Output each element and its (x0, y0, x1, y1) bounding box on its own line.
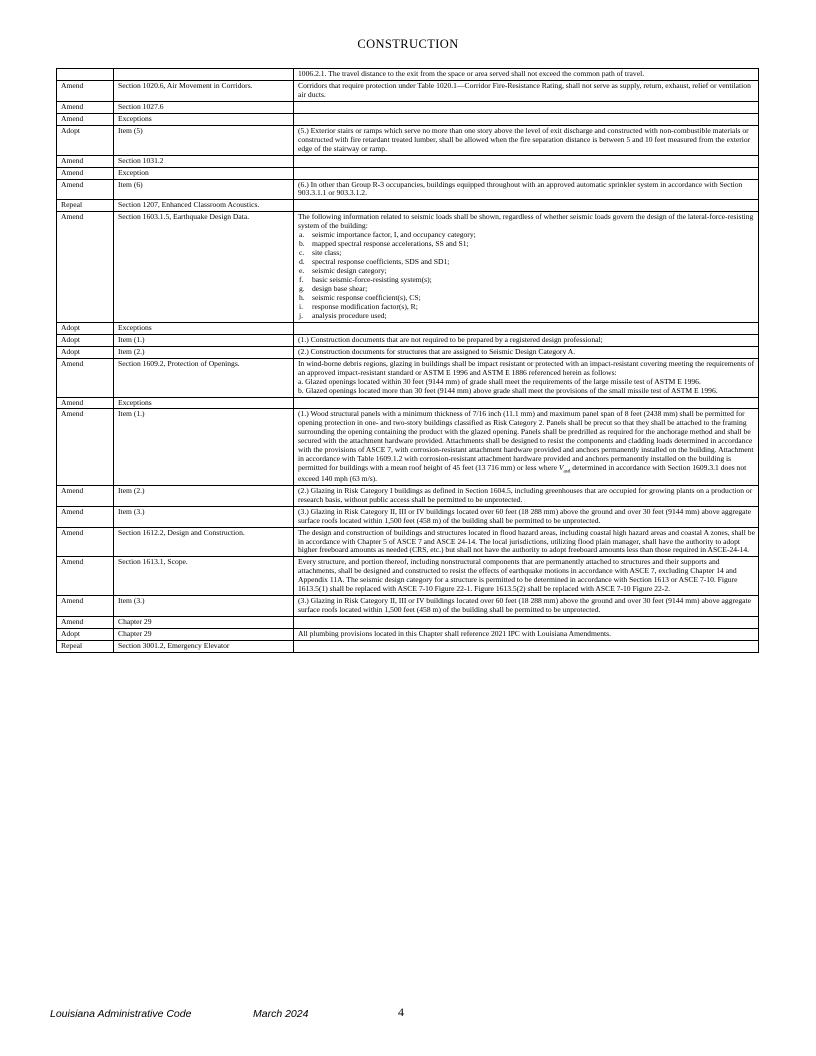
cell-action: Adopt (57, 125, 114, 155)
cell-paragraph: In wind-borne debris regions, glazing in buildings shall be impact resistant or protected with an impact-resistant covering meeting the requirements of an approved impact-resistant standard or ASTM E 1996 and ASTM E 1886 referenced herein as follows: (298, 358, 755, 377)
list-item-label: response modification factor(s), R; (312, 301, 418, 311)
table-row (57, 69, 759, 81)
cell-action: Adopt (57, 334, 114, 346)
cell-text (294, 212, 759, 322)
list-item-label: seismic response coefficient(s), CS; (312, 292, 421, 302)
cell-text (294, 641, 759, 653)
cell-section: Item (1.) (114, 409, 294, 485)
table-row (57, 617, 759, 629)
cell-section (114, 69, 294, 81)
cell-action: Repeal (57, 200, 114, 212)
cell-paragraph: (1.) Construction documents that are not required to be prepared by a registered design professional; (298, 334, 603, 344)
cell-text (294, 200, 759, 212)
amendments-table-body (57, 69, 759, 653)
cell-paragraph: (3.) Glazing in Risk Category II, III or IV buildings located over 60 feet (18 288 mm) above the ground and over 30 feet (9144 mm) above aggregate surface roofs located within 1,500 feet (458 m) of the building shall be permitted to be unprotected. (298, 506, 752, 525)
cell-paragraph: (2.) Construction documents for structures that are assigned to Seismic Design Category A. (298, 346, 576, 356)
cell-section: Section 1603.1.5, Earthquake Design Data. (114, 212, 294, 322)
wind-speed-symbol (558, 463, 571, 475)
cell-section: Section 1020.6, Air Movement in Corridors. (114, 80, 294, 101)
text-after-symbol: determined in accordance with Section 1609.3.1 does not exceed 140 mph (63 m/s). (298, 463, 747, 483)
cell-text (294, 346, 759, 358)
list-marker: i. (299, 301, 304, 311)
cell-section: Section 3001.2, Emergency Elevator (114, 641, 294, 653)
cell-section: Section 1207, Enhanced Classroom Acoustics. (114, 200, 294, 212)
cell-paragraph: (6.) In other than Group R-3 occupancies, buildings equipped throughout with an approved automatic sprinkler system in accordance with Section 903.3.1.1 or 903.3.1.2. (298, 179, 743, 198)
list-marker: d. (299, 257, 305, 267)
cell-paragraph: All plumbing provisions located in this Chapter shall reference 2021 IPC with Louisiana Amendments. (298, 629, 611, 639)
cell-section: Item (3.) (114, 596, 294, 617)
table-row (57, 506, 759, 527)
cell-section: Exceptions (114, 322, 294, 334)
symbol-base: V (558, 463, 564, 473)
cell-text (294, 167, 759, 179)
table-row (57, 101, 759, 113)
list-item-label: spectral response coefficients, SDS and SD1; (312, 257, 450, 267)
cell-action: Amend (57, 397, 114, 409)
list-item-label: analysis procedure used; (312, 310, 387, 320)
footer-publication: Louisiana Administrative Code (50, 1008, 192, 1020)
list-item (298, 240, 755, 249)
list-item (298, 312, 755, 321)
cell-paragraph: b. Glazed openings located more than 30 feet (9144 mm) above grade shall meet the provisions of the small missile test of ASTM E 1996. (298, 385, 718, 395)
page-footer (0, 1005, 816, 1030)
table-row (57, 557, 759, 596)
cell-section: Section 1609.2, Protection of Openings. (114, 358, 294, 397)
table-row (57, 334, 759, 346)
table-row (57, 641, 759, 653)
cell-action: Amend (57, 596, 114, 617)
cell-paragraph (298, 410, 755, 483)
cell-section: Exceptions (114, 113, 294, 125)
cell-action: Amend (57, 557, 114, 596)
symbol-subscript: asd (563, 468, 571, 475)
list-item-label: mapped spectral response accelerations, SS and S1; (312, 239, 469, 249)
table-row (57, 527, 759, 557)
table-row (57, 629, 759, 641)
list-marker: h. (299, 292, 305, 302)
cell-text (294, 506, 759, 527)
cell-section: Item (1.) (114, 334, 294, 346)
cell-action: Amend (57, 167, 114, 179)
cell-action: Amend (57, 358, 114, 397)
list-marker: j. (299, 310, 304, 320)
table-row (57, 200, 759, 212)
page-title: CONSTRUCTION (357, 37, 459, 51)
list-marker: a. (299, 230, 305, 240)
table-row (57, 409, 759, 485)
table-row (57, 397, 759, 409)
table-row (57, 155, 759, 167)
cell-text (294, 596, 759, 617)
list-marker: g. (299, 284, 305, 294)
cell-text (294, 397, 759, 409)
cell-section: Section 1027.6 (114, 101, 294, 113)
cell-section: Section 1031.2 (114, 155, 294, 167)
cell-text (294, 155, 759, 167)
table-row (57, 346, 759, 358)
list-marker: e. (299, 266, 305, 276)
list-marker: b. (299, 239, 305, 249)
cell-text (294, 485, 759, 506)
cell-action: Amend (57, 80, 114, 101)
cell-action: Amend (57, 485, 114, 506)
table-row (57, 80, 759, 101)
cell-section: Item (5) (114, 125, 294, 155)
cell-action: Adopt (57, 629, 114, 641)
table-row (57, 167, 759, 179)
cell-text (294, 617, 759, 629)
cell-paragraph: The following information related to seismic loads shall be shown, regardless of whether seismic loads govern the design of the lateral-force-resisting system of the building: (298, 212, 754, 231)
cell-action: Amend (57, 527, 114, 557)
footer-page-number: 4 (398, 1005, 404, 1019)
cell-section: Item (6) (114, 179, 294, 200)
cell-action: Amend (57, 506, 114, 527)
cell-text (294, 629, 759, 641)
cell-text (294, 125, 759, 155)
cell-paragraph: (5.) Exterior stairs or ramps which serve no more than one story above the level of exit discharge and constructed with non-combustible materials or constructed with fire retardant treated lumber, shall be allowed when the fire separation distance is between 5 and 10 feet measured from the exterior edge of the stairway or ramp. (298, 125, 751, 153)
list-marker: c. (299, 248, 305, 258)
cell-section: Exception (114, 167, 294, 179)
cell-action: Adopt (57, 346, 114, 358)
cell-text (294, 179, 759, 200)
list-item-label: basic seismic-force-resisting system(s); (312, 275, 432, 285)
cell-text (294, 557, 759, 596)
cell-text (294, 69, 759, 81)
cell-section: Section 1613.1, Scope. (114, 557, 294, 596)
table-row (57, 212, 759, 322)
cell-action: Adopt (57, 322, 114, 334)
list-item-label: design base shear; (312, 284, 368, 294)
table-row (57, 179, 759, 200)
cell-text (294, 358, 759, 397)
cell-paragraph: (2.) Glazing in Risk Category I buildings as defined in Section 1604.5, including greenhouses that are occupied for growing plants on a production or research basis, without public access shall be permitted to be unprotected. (298, 485, 753, 504)
cell-text (294, 409, 759, 485)
table-row (57, 322, 759, 334)
list-marker: f. (299, 275, 304, 285)
cell-section: Item (2.) (114, 485, 294, 506)
seismic-data-list (298, 231, 755, 321)
cell-paragraph: 1006.2.1. The travel distance to the exit from the space or area served shall not exceed the common path of travel. (298, 69, 645, 78)
cell-text (294, 527, 759, 557)
cell-paragraph: Corridors that require protection under Table 1020.1—Corridor Fire-Resistance Rating, shall not serve as supply, return, exhaust, relief or ventilation air ducts. (298, 80, 751, 99)
list-item-label: seismic importance factor, I, and occupancy category; (312, 230, 476, 240)
cell-action: Amend (57, 179, 114, 200)
cell-action: Amend (57, 113, 114, 125)
cell-section: Section 1612.2, Design and Construction. (114, 527, 294, 557)
cell-section: Chapter 29 (114, 629, 294, 641)
cell-text (294, 334, 759, 346)
cell-action: Amend (57, 155, 114, 167)
cell-section: Item (3.) (114, 506, 294, 527)
cell-section: Item (2.) (114, 346, 294, 358)
cell-action (57, 69, 114, 81)
cell-section: Chapter 29 (114, 617, 294, 629)
table-row (57, 113, 759, 125)
cell-paragraph: The design and construction of buildings and structures located in flood hazard areas, including coastal high hazard areas and coastal A zones, shall be in accordance with Chapter 5 of ASCE 7 and ASCE 24-14. The local jurisdictions, utilizing flood plain manager, shall have the authority to adopt higher freeboard amounts as needed (CRS, etc.) but shall not have the authority to adopt freeboard amounts less than those required in ASCE-24-14. (298, 527, 755, 555)
cell-action: Amend (57, 212, 114, 322)
list-item-label: seismic design category; (312, 266, 387, 276)
amendments-table (56, 68, 759, 653)
cell-paragraph: (3.) Glazing in Risk Category II, III or IV buildings located over 60 feet (18 288 mm) above the ground and over 30 feet (9144 mm) above aggregate surface roofs located within 1,500 feet (458 m) of the building shall be permitted to be unprotected. (298, 596, 752, 615)
cell-action: Repeal (57, 641, 114, 653)
text-before-symbol: (1.) Wood structural panels with a minimum thickness of 7/16 inch (11.1 mm) and maximum panel span of 8 feet (2438 mm) shall be permitted for opening protection in one- and two-story buildings classified as Risk Category 2. Panels shall be precut so that they shall be attached to the framing surrounding the opening containing the product with the glazed opening. Panels shall be predrilled as required for the anchorage method and shall be secured with the attachment hardware provided. Attachments shall be designed to resist the components and cladding loads determined in accordance with the provisions of ASCE 7, with corrosion-resistant attachment hardware provided and anchors permanently installed on the building. Attachment in accordance with Table 1609.1.2 with corrosion-resistant attachment hardware provided and anchors permanently installed on the building is permitted for buildings with a mean roof height of 45 feet (13 716 mm) or less where (298, 409, 754, 473)
table-row (57, 596, 759, 617)
table-row (57, 485, 759, 506)
table-row (57, 358, 759, 397)
cell-text (294, 113, 759, 125)
cell-section: Exceptions (114, 397, 294, 409)
list-item-label: site class; (312, 248, 342, 258)
cell-action: Amend (57, 101, 114, 113)
cell-paragraph: a. Glazed openings located within 30 feet (9144 mm) of grade shall meet the requirements of the large missile test of ASTM E 1996. (298, 376, 701, 386)
table-row (57, 125, 759, 155)
cell-text (294, 322, 759, 334)
cell-text (294, 80, 759, 101)
cell-text (294, 101, 759, 113)
cell-action: Amend (57, 409, 114, 485)
cell-paragraph: Every structure, and portion thereof, including nonstructural components that are permanently attached to structures and their supports and attachments, shall be designed and constructed to resist the effects of earthquake motions in accordance with ASCE 7, excluding Chapter 14 and Appendix 11A. The seismic design category for a structure is permitted to be determined in accordance with Section 1613 or ASCE 7-10. Figure 1613.5(1) shall be replaced with ASCE 7-10 Figure 22-1. Figure 1613.5(2) shall be replaced with ASCE 7-10 Figure 22-2. (298, 557, 738, 594)
cell-action: Amend (57, 617, 114, 629)
footer-date: March 2024 (253, 1008, 309, 1020)
